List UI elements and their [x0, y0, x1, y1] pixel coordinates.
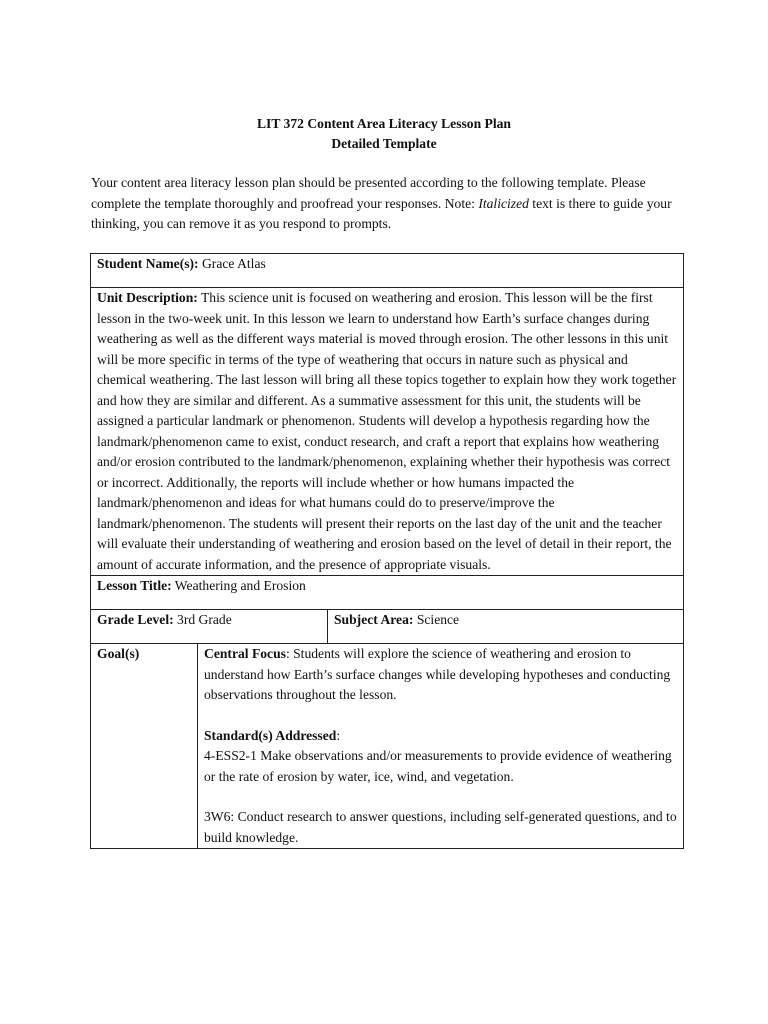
goals-content-cell: [198, 644, 684, 849]
intro-italic-word: Italicized: [478, 195, 529, 211]
standard-item: 3W6: Conduct research to answer questions, including self-generated questions, and to build knowledge.: [204, 809, 677, 845]
intro-text-after: text is there to guide your thinking, you can remove it as you respond to prompts.: [91, 195, 672, 231]
unit-description-cell: [91, 288, 684, 576]
lesson-plan-table: [90, 253, 684, 849]
document-title: [0, 114, 768, 154]
title-line-1: LIT 372 Content Area Literacy Lesson Plan: [256, 116, 511, 131]
unit-description-label: Unit Description:: [97, 290, 198, 305]
student-name-cell: [91, 254, 684, 288]
lesson-title-row: [91, 576, 684, 610]
grade-level-value: 3rd Grade: [173, 612, 232, 627]
lesson-title-cell: [91, 576, 684, 610]
subject-area-value: Science: [413, 612, 460, 627]
title-line-2: Detailed Template: [331, 136, 437, 151]
unit-description-row: [91, 288, 684, 576]
spacer: [204, 787, 677, 807]
lesson-title-value: Weathering and Erosion: [171, 578, 306, 593]
student-name-row: [91, 254, 684, 288]
standards-label: Standard(s) Addressed: [204, 727, 337, 743]
subject-area-cell: [328, 610, 684, 644]
intro-paragraph: [91, 173, 691, 235]
standards-heading: [204, 726, 677, 747]
goals-label: Goal(s): [91, 644, 198, 849]
subject-area-label: Subject Area:: [334, 612, 414, 627]
student-name-value: Grace Atlas: [198, 256, 266, 271]
central-focus-label: Central Focus: [204, 646, 286, 661]
standard-item: 4-ESS2-1 Make observations and/or measurements to provide evidence of weathering or the rate of erosion by water, ice, wind, and vegetation.: [204, 748, 672, 784]
grade-level-label: Grade Level:: [97, 612, 174, 627]
spacer: [204, 706, 677, 726]
student-name-label: Student Name(s):: [97, 256, 199, 271]
grade-level-cell: [91, 610, 328, 644]
goals-row: [91, 644, 684, 849]
central-focus: [204, 644, 677, 706]
intro-text-before: Your content area literacy lesson plan should be presented according to the following template. Please complete the template thoroughly and proofread your responses. Note:: [91, 175, 646, 211]
grade-subject-row: [91, 610, 684, 644]
central-focus-text: : Students will explore the science of weathering and erosion to understand how Earth’s surface changes while developing hypotheses and conducting observations throughout the lesson.: [204, 646, 671, 702]
unit-description-text: This science unit is focused on weathering and erosion. This lesson will be the first lesson in the two-week unit. In this lesson we learn to understand how Earth’s surface changes during weathering as well as the different ways material is moved through erosion. The other lessons in this unit will be more specific in terms of the type of weathering that occurs in nature such as physical and chemical weathering. The last lesson will bring all these topics together to explain how they work together and how they are similar and different. As a summative assessment for this unit, the students will be assigned a particular landmark or phenomenon. Students will develop a hypothesis regarding how the landmark/phenomenon came to exist, conduct research, and craft a report that explains how weathering and/or erosion contributed to the landmark/phenomenon, explaining whether their hypothesis was correct or incorrect. Additionally, the reports will include whether or how humans impacted the landmark/phenomenon and ideas for what humans could do to preserve/improve the landmark/phenomenon. The students will present their reports on the last day of the unit and the teacher will evaluate their understanding of weathering and erosion based on the level of detail in their report, the amount of accurate information, and the presence of appropriate visuals.: [97, 290, 677, 572]
standards-colon: :: [336, 727, 341, 743]
lesson-title-label: Lesson Title:: [97, 578, 172, 593]
